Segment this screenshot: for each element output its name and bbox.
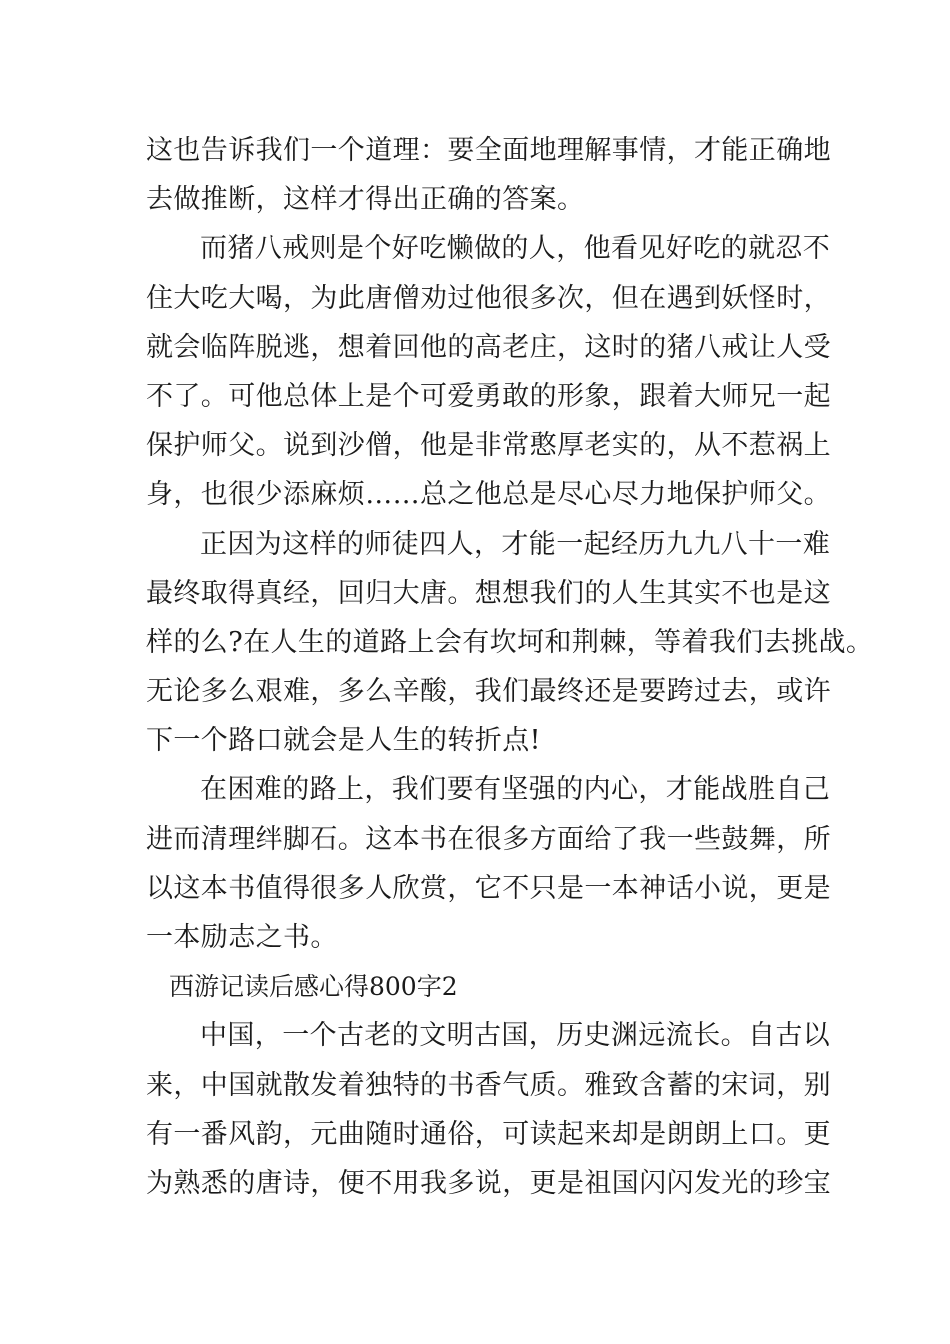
text-line: 以这本书值得很多人欣赏，它不只是一本神话小说，更是 bbox=[146, 872, 831, 904]
text-line: 一本励志之书。 bbox=[146, 922, 338, 953]
paragraph-start-line: 中国，一个古老的文明古国，历史渊远流长。自古以 bbox=[200, 1020, 831, 1052]
body-text bbox=[146, 126, 874, 1208]
paragraph-start-line: 在困难的路上，我们要有坚强的内心，才能战胜自己 bbox=[200, 774, 831, 806]
section-heading: 西游记读后感心得800字2 bbox=[169, 972, 458, 1002]
text-line: 去做推断，这样才得出正确的答案。 bbox=[146, 184, 585, 216]
text-line: 住大吃大喝，为此唐僧劝过他很多次，但在遇到妖怪时， bbox=[146, 282, 831, 314]
text-line: 身，也很少添麻烦……总之他总是尽心尽力地保护师父。 bbox=[146, 479, 831, 511]
paragraph-start-line: 正因为这样的师徒四人，才能一起经历九九八十一难 bbox=[200, 528, 831, 560]
paragraph-start-line: 而猪八戒则是个好吃懒做的人，他看见好吃的就忍不 bbox=[200, 233, 831, 265]
text-line: 无论多么艰难，多么辛酸，我们最终还是要跨过去，或许 bbox=[146, 676, 831, 708]
text-line: 保护师父。说到沙僧，他是非常憨厚老实的，从不惹祸上 bbox=[146, 430, 831, 462]
text-line: 不了。可他总体上是个可爱勇敢的形象，跟着大师兄一起 bbox=[146, 380, 831, 412]
text-line: 进而清理绊脚石。这本书在很多方面给了我一些鼓舞，所 bbox=[146, 823, 831, 855]
text-line: 这也告诉我们一个道理：要全面地理解事情，才能正确地 bbox=[146, 135, 831, 166]
text-line: 有一番风韵，元曲随时通俗，可读起来却是朗朗上口。更 bbox=[146, 1118, 831, 1150]
text-line: 为熟悉的唐诗，便不用我多说，更是祖国闪闪发光的珍宝 bbox=[146, 1167, 831, 1199]
text-line: 样的么?在人生的道路上会有坎坷和荆棘，等着我们去挑战。 bbox=[146, 626, 874, 658]
text-line: 就会临阵脱逃，想着回他的高老庄，这时的猪八戒让人受 bbox=[146, 331, 831, 363]
text-line: 来，中国就散发着独特的书香气质。雅致含蓄的宋词，别 bbox=[146, 1069, 831, 1101]
text-line: 最终取得真经，回归大唐。想想我们的人生其实不也是这 bbox=[146, 577, 831, 609]
text-line: 下一个路口就会是人生的转折点! bbox=[146, 725, 541, 757]
